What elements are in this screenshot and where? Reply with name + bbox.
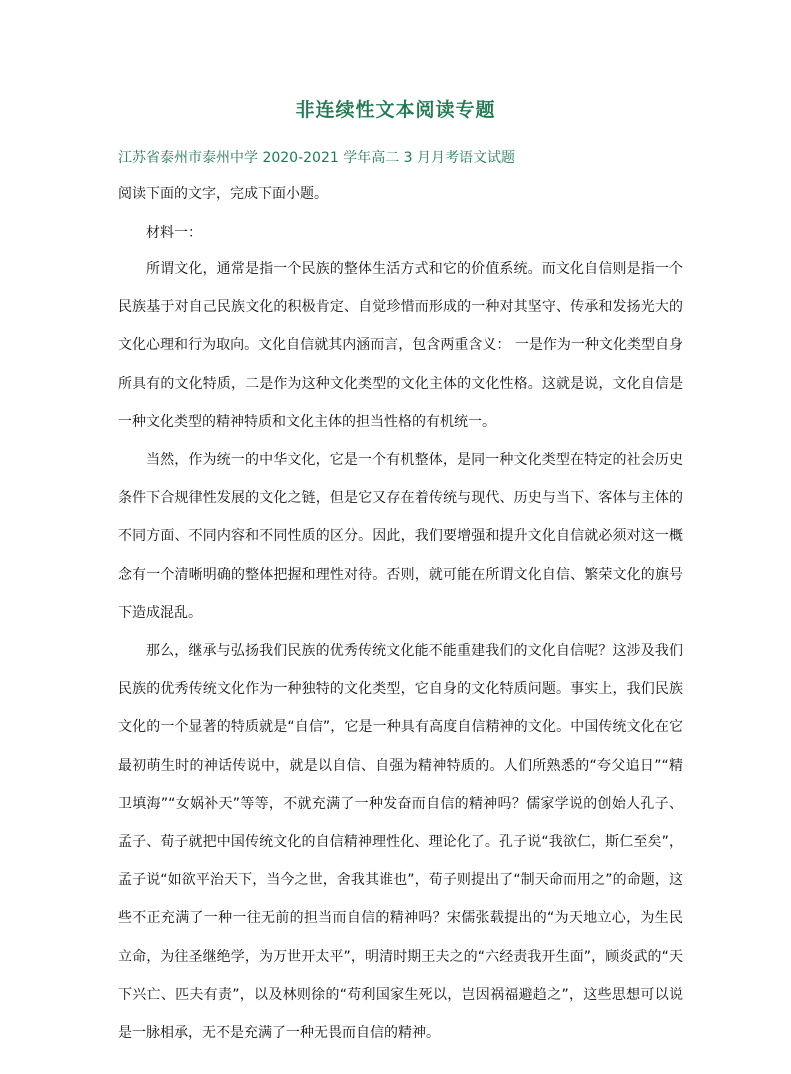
material-label: 材料一： [146, 225, 202, 241]
page-title: 非连续性文本阅读专题 [295, 99, 496, 121]
exam-source: 江苏省泰州市泰州中学 2020-2021 学年高二 3 月月考语文试题 [118, 150, 516, 166]
instruction-text: 阅读下面的文字，完成下面小题。 [118, 186, 328, 202]
article-body [118, 250, 683, 1052]
paragraph-1: 所谓文化，通常是指一个民族的整体生活方式和它的价值系统。而文化自信则是指一个民族基于对自己民族文化的积极肯定、自觉珍惜而形成的一种对其坚守、传承和发扬光大的文化心理和行为取向。文化自信就其内涵而言，包含两重含义： 一是作为一种文化类型自身所具有的文化特质，二是作为这种文化类型的文化主体的文化性格。这就是说，文化自信是一种文化类型的精神特质和文化主体的担当性格的有机统一。 [118, 261, 683, 430]
paragraph-2: 当然，作为统一的中华文化，它是一个有机整体，是同一种文化类型在特定的社会历史条件下合规律性发展的文化之链，但是它又存在着传统与现代、历史与当下、客体与主体的不同方面、不同内容和不同性质的区分。因此，我们要增强和提升文化自信就必须对这一概念有一个清晰明确的整体把握和理性对待。否则，就可能在所谓文化自信、繁荣文化的旗号下造成混乱。 [118, 452, 683, 621]
paragraph-3: 那么，继承与弘扬我们民族的优秀传统文化能不能重建我们的文化自信呢？这涉及我们民族的优秀传统文化作为一种独特的文化类型，它自身的文化特质问题。事实上，我们民族文化的一个显著的特质就是“自信”，它是一种具有高度自信精神的文化。中国传统文化在它最初萌生时的神话传说中，就是以自信、自强为精神特质的。人们所熟悉的“夸父追日”“精卫填海”“女娲补天”等等，不就充满了一种发奋而自信的精神吗？儒家学说的创始人孔子、孟子、荀子就把中国传统文化的自信精神理性化、理论化了。孔子说“我欲仁，斯仁至矣”，孟子说“如欲平治天下，当今之世，舍我其谁也”，荀子则提出了“制天命而用之”的命题，这些不正充满了一种一往无前的担当而自信的精神吗？宋儒张载提出的“为天地立心，为生民立命，为往圣继绝学，为万世开太平”，明清时期王夫之的“六经责我开生面”，顾炎武的“天下兴亡、匹夫有责”，以及林则徐的“苟利国家生死以，岂因祸福避趋之”，这些思想可以说是一脉相承，无不是充满了一种无畏而自信的精神。 [118, 643, 683, 1042]
